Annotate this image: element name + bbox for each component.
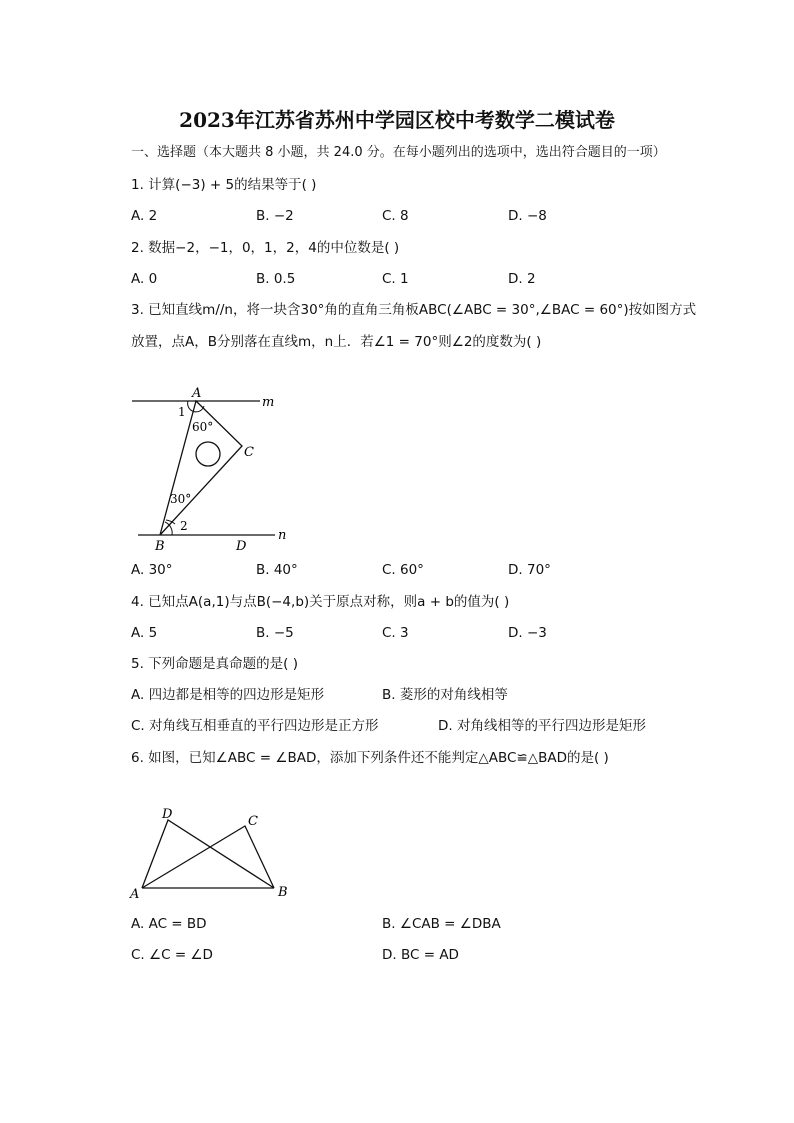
q6-option-b: B. ∠CAB = ∠DBA [382, 916, 501, 932]
q3-option-c: C. 60° [382, 562, 424, 578]
question-3-stem-line-1: 3. 已知直线m//n，将一块含30°角的直角三角板ABC(∠ABC = 30°,∠BAC = 60°)按如图方式 [131, 302, 697, 318]
question-1-stem: 1. 计算(−3) + 5的结果等于( ) [131, 177, 317, 193]
q3-option-b: B. 40° [256, 562, 298, 578]
q5-option-c: C. 对角线互相垂直的平行四边形是正方形 [131, 718, 379, 734]
q1-option-b: B. −2 [256, 208, 294, 224]
q3-option-d: D. 70° [508, 562, 551, 578]
label-angle-2: 2 [180, 519, 188, 533]
label-c: C [244, 445, 254, 460]
q2-option-c: C. 1 [382, 271, 409, 287]
label-c: C [248, 814, 258, 829]
q2-option-d: D. 2 [508, 271, 536, 287]
question-6-figure [128, 808, 298, 904]
question-4-stem: 4. 已知点A(a,1)与点B(−4,b)关于原点对称，则a + b的值为( ) [131, 594, 510, 610]
label-angle-1: 1 [178, 405, 186, 419]
q5-option-a: A. 四边都是相等的四边形是矩形 [131, 687, 325, 703]
label-angle-60: 60° [192, 420, 214, 434]
section-heading: 一、选择题（本大题共 8 小题，共 24.0 分。在每小题列出的选项中，选出符合题目的一项） [131, 145, 666, 160]
question-3-figure [120, 382, 290, 557]
label-n: n [278, 528, 287, 543]
q4-option-d: D. −3 [508, 625, 547, 641]
q5-option-b: B. 菱形的对角线相等 [382, 687, 508, 703]
question-5-stem: 5. 下列命题是真命题的是( ) [131, 656, 298, 672]
question-6-stem: 6. 如图，已知∠ABC = ∠BAD，添加下列条件还不能判定△ABC≌△BAD的是( ) [131, 750, 609, 766]
q4-option-a: A. 5 [131, 625, 158, 641]
label-m: m [262, 395, 275, 410]
label-d: D [162, 807, 173, 822]
page-title: 2023年江苏省苏州中学园区校中考数学二模试卷 [179, 108, 615, 132]
segment-a-d-b [142, 820, 274, 888]
label-b: B [155, 539, 165, 554]
q4-option-b: B. −5 [256, 625, 294, 641]
q6-option-a: A. AC = BD [131, 916, 207, 932]
label-angle-30: 30° [170, 492, 192, 506]
question-2-stem: 2. 数据−2，−1，0，1，2，4的中位数是( ) [131, 240, 400, 256]
triangle-hole [196, 442, 220, 466]
q5-option-d: D. 对角线相等的平行四边形是矩形 [438, 718, 646, 734]
label-b: B [278, 885, 288, 900]
q1-option-c: C. 8 [382, 208, 409, 224]
label-a: A [130, 887, 140, 902]
q6-option-c: C. ∠C = ∠D [131, 947, 213, 963]
label-a: A [192, 386, 202, 401]
q2-option-a: A. 0 [131, 271, 158, 287]
question-3-stem-line-2: 放置，点A，B分别落在直线m，n上．若∠1 = 70°则∠2的度数为( ) [131, 334, 542, 350]
q4-option-c: C. 3 [382, 625, 409, 641]
label-d: D [236, 539, 247, 554]
q2-option-b: B. 0.5 [256, 271, 296, 287]
q6-option-d: D. BC = AD [382, 947, 459, 963]
q3-option-a: A. 30° [131, 562, 173, 578]
q1-option-a: A. 2 [131, 208, 158, 224]
q1-option-d: D. −8 [508, 208, 547, 224]
